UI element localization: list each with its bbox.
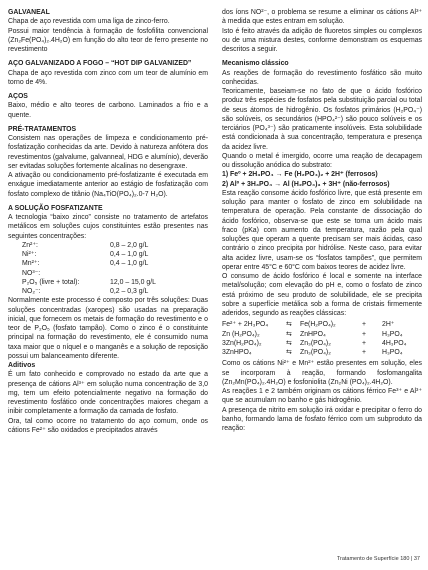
normal-process-text: Normalmente este processo é composto por três soluções: Duas soluções concentradas (xaropes) são usadas na preparação inicial, que fornecem os metais de formação do revestimento e o teor de P₂O₅ (fosfato tampão). Como o zinco é o constituinte principal na formação do revestimento, ele é consumido numa taxa maior que o níquel e o manganês e a solução de reposição possui um balanceamento diferente. bbox=[8, 297, 208, 360]
equation-table bbox=[222, 320, 422, 357]
equation-byproduct: H₃PO₄ bbox=[382, 330, 403, 338]
reaction-1: 1) Feº + 2H₃PO₄ → Fe (H₂PO₄)₂ + 2H⁺ (ferrosos) bbox=[222, 171, 378, 179]
species-label: NO₂⁻: bbox=[22, 288, 41, 295]
acos-description: Baixo, médio e alto teores de carbono. Laminados a frio e a quente. bbox=[8, 102, 208, 119]
equation-product: Zn₃(PO₄)₂ bbox=[300, 349, 331, 356]
galvaneal-description: Chapa de aço revestida com uma liga de zinco-ferro. bbox=[8, 18, 170, 26]
equation-reactant: Zn (H₂PO₄)₂ bbox=[222, 330, 260, 338]
equation-byproduct: H₃PO₄ bbox=[382, 349, 403, 356]
equation-reactant: 3ZnHPO₄ bbox=[222, 349, 252, 356]
equilibrium-arrow: ⇆ bbox=[286, 321, 292, 329]
mechanism-text-1: As reações de formação do revestimento fosfático são muito conhecidas. bbox=[222, 69, 422, 86]
equation-byproduct: 4H₃PO₄ bbox=[382, 339, 407, 347]
concentration-row bbox=[8, 259, 208, 268]
concentration-row bbox=[8, 287, 208, 296]
equation-reactant: Fe²⁺ + 2H₃PO₄ bbox=[222, 321, 269, 329]
mechanism-text-2: Teoricamente, baseiam-se no fato de que o ácido fosfórico produz três espécies de fosfatos pela substituição parcial ou total de seus átomos de hidrogênio. Os fosfatos primários (H₂PO₄⁻) são solúveis, os secundários (HPO₄²⁻) são pouco solúveis e os terciários (PO₄³⁻) são praticamente insolúveis. Esta solubilidade está condicionada à sua concentração, temperatura e presença da acidez livre. bbox=[222, 88, 422, 151]
species-value: 0,4 – 1,0 g/L bbox=[110, 260, 149, 268]
hot-dip-description: Chapa de aço revestida com zinco com um teor de alumínio em torno de 4%. bbox=[8, 69, 208, 86]
equation-reactant: 3Zn(H₂PO₄)₂ bbox=[222, 339, 262, 347]
left-column bbox=[8, 8, 208, 435]
phosphate-tendency-text: Possui maior tendência à formação de fosfofilita convencional (Zn₂Fe(PO₄)₂.4H₂O) em função do alto teor de ferro presente no revestimento bbox=[8, 27, 208, 53]
concentration-row bbox=[8, 278, 208, 287]
galvaneal-heading: GALVANEAL bbox=[8, 9, 50, 16]
plus-sign: + bbox=[362, 330, 367, 338]
species-value: 0,2 – 0,3 g/L bbox=[110, 288, 149, 295]
after-text-3: A presença de nitrito em solução irá oxidar e precipitar o ferro do banho, formando lama de fosfato férrico com um subproduto da reação: bbox=[222, 406, 422, 432]
mechanism-heading: Mecanismo clássico bbox=[222, 60, 289, 68]
species-value: 0,4 – 1,0 g/L bbox=[110, 251, 149, 258]
concentration-list bbox=[8, 241, 208, 297]
concentration-row bbox=[8, 241, 208, 250]
species-label: Mn²⁺: bbox=[22, 260, 40, 268]
after-text-2: As reações 1 e 2 também originam os cátions férrico Fe³⁺ e Al³⁺ que se acumulam no banho e gás hidrogênio. bbox=[222, 388, 422, 405]
aditivos-text-continued: Ora, tal como ocorre no tratamento do aço comum, onde os cátions Fe²⁺ são oxidados e precipitados através bbox=[8, 417, 208, 434]
equation-product: ZnHPO₄ bbox=[300, 330, 326, 338]
species-label: Ni²⁺: bbox=[22, 251, 37, 258]
species-label: P₂O₅ (livre + total): bbox=[22, 278, 80, 286]
plus-sign: + bbox=[362, 321, 367, 329]
equation-product: Zn₃(PO₄)₂ bbox=[300, 339, 331, 347]
intro-text-2: Isto é feito através da adição de fluoretos simples ou complexos ou de uma mistura destes, conforme demonstram os esquemas descritos a seguir. bbox=[222, 27, 422, 53]
after-text-1: Como os cátions Ni²⁺ e Mn²⁺ estão presentes em solução, eles se incorporam à reação, formando fosfomangalita (Zn₂Mn(PO₄)₂.4H₂O) e fosfoniolita (Zn₂Ni (PO₄)₂.4H₂O). bbox=[222, 360, 422, 386]
mechanism-text-4: Esta reação consome ácido fosfórico livre, que está presente em solução para manter o fosfato de zinco em solubilidade na temperatura de operação. Pela constante de dissociação do ácido fosfórico, observa-se que este se torna um ácido mais fraco (pKa) com aumento da temperatura, razão pela qual soluções que operam a quente precisam ser mais ácidas, caso contrário o zinco precipita por hidrólise. Neste caso, para evitar alta acidez livre, usam-se os “fosfatos tampões”, que permitem operar entre 45°C e 60°C com baixos teores de acidez livre. bbox=[222, 189, 422, 271]
intro-text: dos íons NO²⁻, o problema se resume a eliminar os cátions Al³⁺ à medida que estes entram em solução. bbox=[222, 9, 422, 26]
species-label: NO³⁻: bbox=[22, 269, 41, 277]
equation-product: Fe(H₂PO₄)₂ bbox=[300, 321, 336, 329]
equation-row bbox=[222, 330, 422, 339]
solution-text: A tecnologia “baixo zinco” consiste no tratamento de artefatos metálicos em soluções cujos constituintes estão presentes nas seguintes concentrações: bbox=[8, 214, 208, 240]
aditivos-text: É um fato conhecido e comprovado no estado da arte que a presença de cátions Al³⁺ em solução numa concentração de 3,0 mg, tem um efeito potencialmente negativo na formação do revestimento fosfático onde concentrações maiores chegam a inibir completamente a formação da camada de fosfato. bbox=[8, 371, 208, 416]
hot-dip-heading: AÇO GALVANIZADO A FOGO – “HOT DIP GALVANIZED” bbox=[8, 60, 192, 68]
species-label: Zn²⁺: bbox=[22, 241, 38, 249]
mechanism-text-5: O consumo de ácido fosfórico é local e somente na interface metal/solução; com elevação do pH e, como o fosfato de zinco está próximo de seu produto de solubilidade, ele se precipita sobre a superfície metálica sob a forma de cristais firmemente aderidos, segundo as reações clássicas: bbox=[222, 273, 422, 317]
equilibrium-arrow: ⇆ bbox=[286, 339, 292, 347]
solution-heading: A SOLUÇÃO FOSFATIZANTE bbox=[8, 204, 103, 212]
pre-treatments-text: Consistem nas operações de limpeza e condicionamento pré-fosfatização conhecidas da arte. Devido à natureza anfótera dos revestimentos (galvalume, galvanneal, HDG e alumínio), deverão ser evitadas soluções fortemente alcalinas no desengraxe. bbox=[8, 135, 208, 170]
activation-text: A ativação ou condicionamento pré-fosfatizante é executada em enxágue imediatamente anterior ao estágio de fosfatização com fosfato complexo de titânio (Na₄TiO(PO₄)₂.0-7 H₂O). bbox=[8, 172, 208, 198]
acos-heading: AÇOS bbox=[8, 93, 28, 100]
equation-row bbox=[222, 339, 422, 348]
plus-sign: + bbox=[362, 349, 367, 356]
species-value: 12,0 – 15,0 g/L bbox=[110, 278, 156, 286]
species-value: 0,8 – 2,0 g/L bbox=[110, 241, 149, 249]
concentration-row bbox=[8, 250, 208, 259]
equation-row bbox=[222, 320, 422, 329]
reaction-2: 2) Alº + 3H₃PO₄ → Al (H₂PO₄)₃ + 3H⁺ (não-ferrosos) bbox=[222, 180, 390, 188]
plus-sign: + bbox=[362, 339, 367, 347]
right-column bbox=[222, 8, 422, 433]
concentration-row bbox=[8, 269, 208, 278]
equation-row bbox=[222, 348, 422, 357]
equation-byproduct: 2H⁺ bbox=[382, 321, 395, 329]
equilibrium-arrow: ⇆ bbox=[286, 349, 292, 356]
page-footer: Tratamento de Superfície 180 | 37 bbox=[336, 556, 420, 562]
aditivos-heading: Aditivos bbox=[8, 362, 36, 369]
pre-treatments-heading: PRÉ-TRATAMENTOS bbox=[8, 125, 77, 133]
equilibrium-arrow: ⇆ bbox=[286, 330, 292, 338]
mechanism-text-3: Quando o metal é imergido, ocorre uma reação de decapagem ou dissolução anódica do substrato: bbox=[222, 152, 422, 169]
